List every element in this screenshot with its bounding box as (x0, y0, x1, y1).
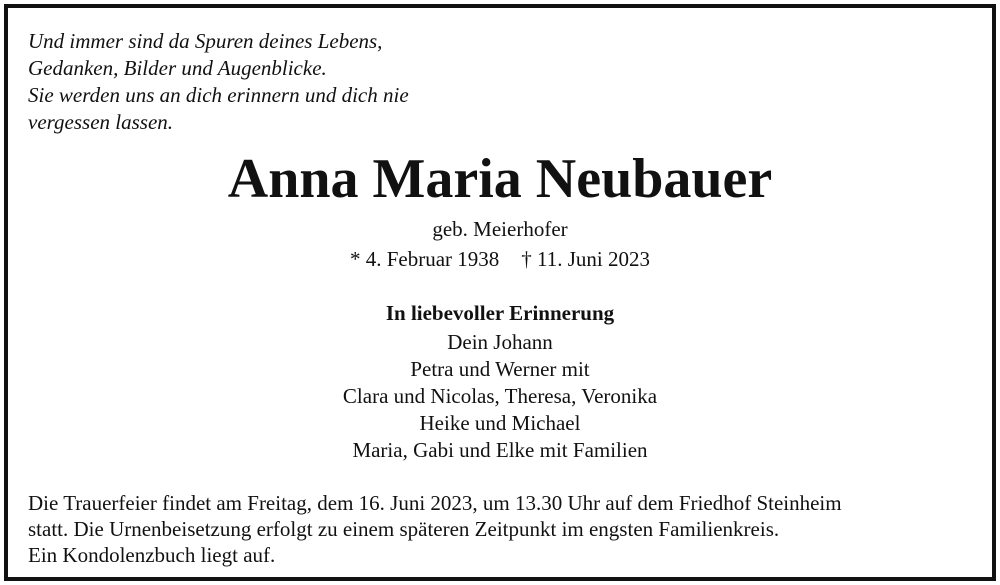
service-line: Die Trauerfeier findet am Freitag, dem 16. Juni 2023, um 13.30 Uhr auf dem Friedhof Steinheim (28, 491, 842, 515)
memorial-poem (28, 28, 409, 136)
poem-line: Gedanken, Bilder und Augenblicke. (28, 56, 327, 80)
birth-name: geb. Meierhofer (432, 217, 568, 241)
birth-date: * 4. Februar 1938 (349, 247, 500, 271)
remembrance-heading: In liebevoller Erinnerung (385, 301, 615, 325)
mourner-line: Dein Johann (447, 330, 553, 354)
life-dates (8, 246, 992, 272)
mourner-line: Petra und Werner mit (410, 357, 590, 381)
mourner-line: Maria, Gabi und Elke mit Familien (352, 438, 648, 462)
mourners-list (8, 329, 992, 464)
deceased-name: Anna Maria Neubauer (227, 148, 773, 210)
service-line: statt. Die Urnenbeisetzung erfolgt zu einem späteren Zeitpunkt im engsten Familienkreis. (28, 517, 780, 541)
poem-line: Und immer sind da Spuren deines Lebens, (28, 29, 383, 53)
obituary-notice (4, 4, 996, 581)
death-date: † 11. Juni 2023 (521, 247, 651, 271)
service-details (28, 490, 842, 568)
poem-line: vergessen lassen. (28, 110, 174, 134)
mourner-line: Heike und Michael (419, 411, 581, 435)
poem-line: Sie werden uns an dich erinnern und dich nie (28, 83, 409, 107)
service-line: Ein Kondolenzbuch liegt auf. (28, 543, 276, 567)
mourner-line: Clara und Nicolas, Theresa, Veronika (342, 384, 658, 408)
